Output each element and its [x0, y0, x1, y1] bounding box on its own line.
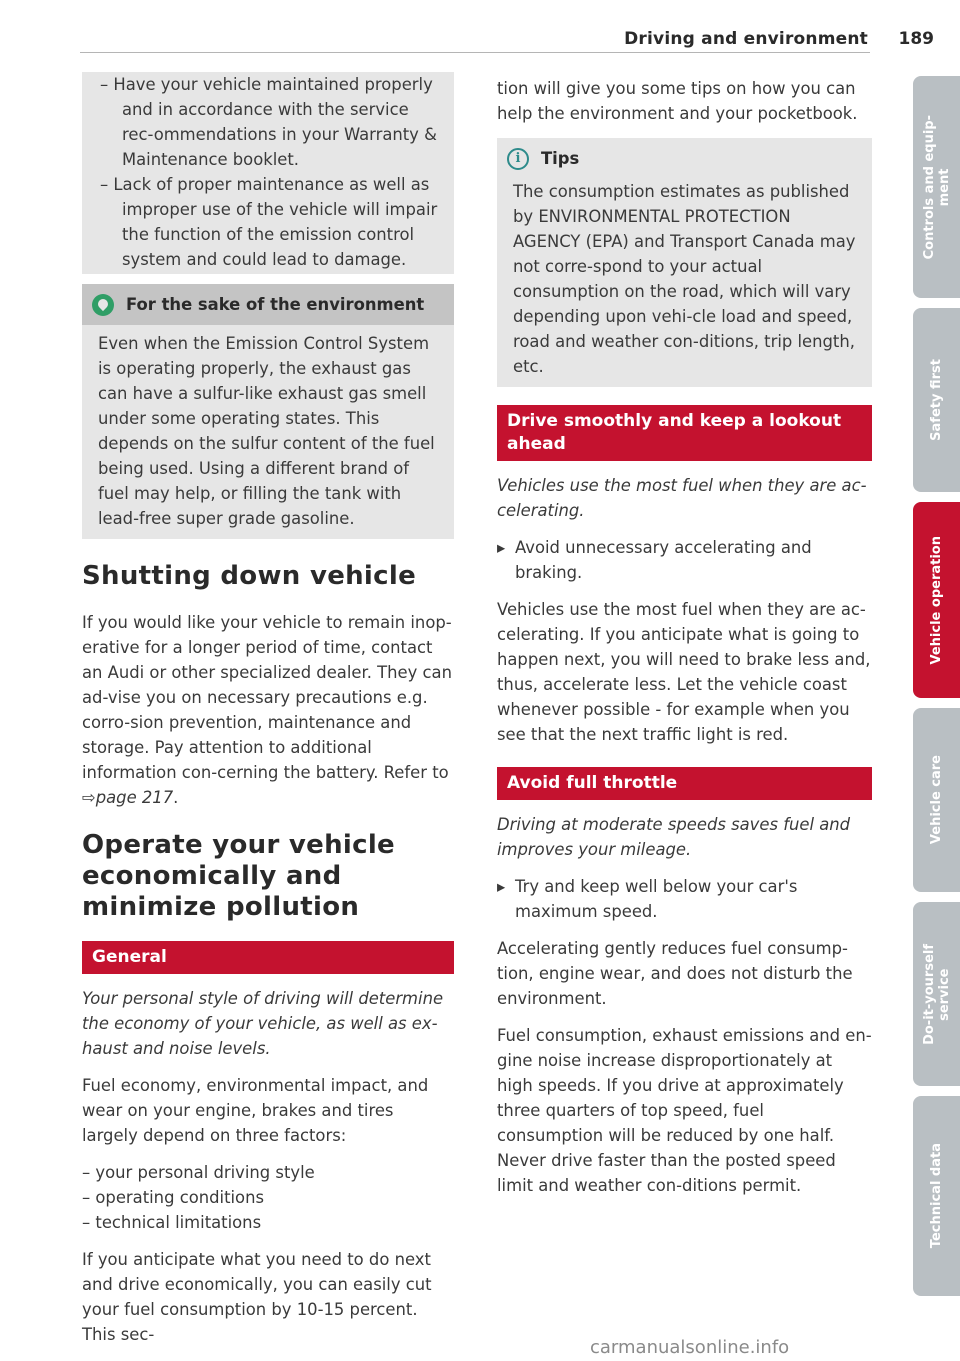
- side-tab-label: Vehicle operation: [929, 535, 944, 665]
- sentence-end: .: [173, 788, 179, 807]
- factor-item: – operating conditions: [82, 1188, 265, 1207]
- factor-item: – your personal driving style: [82, 1163, 315, 1182]
- side-tab-label: Technical data: [929, 1143, 944, 1249]
- general-section-bar: General: [82, 941, 454, 974]
- right-column: [497, 76, 872, 1198]
- side-tab-label: Do-it-yourself service: [921, 943, 952, 1045]
- smooth-text: Vehicles use the most fuel when they are ac-celerating. If you anticipate what is going to happen next, you will need to brake less and, thus, accelerate less. Let the vehicle coast whenever possible - for example when you see that the next traffic light is red.: [497, 600, 871, 744]
- page-reference-text: page 217: [95, 788, 174, 807]
- env-box-header: [82, 284, 454, 325]
- smooth-bullet: ▸ Avoid unnecessary accelerating and braking.: [497, 535, 872, 585]
- maintenance-list: [82, 72, 454, 274]
- throttle-section-bar: Avoid full throttle: [497, 767, 872, 800]
- general-text: Fuel economy, environmental impact, and wear on your engine, brakes and tires largely depend on three factors:: [82, 1076, 429, 1145]
- general-closing: If you anticipate what you need to do next and drive economically, you can easily cut your fuel consumption by 10-15 percent. This sec-: [82, 1250, 432, 1344]
- side-tab-controls[interactable]: [913, 76, 960, 298]
- general-intro: Your personal style of driving will determine the economy of your vehicle, as well as ex-haust and noise levels.: [82, 989, 444, 1058]
- side-tab-vehicle-care[interactable]: [913, 708, 960, 892]
- page-reference-link[interactable]: [82, 788, 173, 807]
- env-box-title: For the sake of the environment: [126, 295, 425, 314]
- left-column: [82, 76, 454, 1347]
- arrow-right-icon: ⇨: [82, 788, 96, 807]
- list-item: – Have your vehicle maintained properly and in accordance with the service rec-ommendations in your Warranty & Maintenance booklet.: [100, 75, 437, 169]
- factor-item: – technical limitations: [82, 1213, 262, 1232]
- shutdown-body: If you would like your vehicle to remain inop-erative for a longer period of time, contact an Audi or other specialized dealer. They can ad-vise you on necessary precautions e.g. corro-sion prevention, maintenance and storage. Pay attention to additional information con-cerning the battery. Refer to: [82, 613, 452, 782]
- smooth-intro: Vehicles use the most fuel when they are ac-celerating.: [497, 476, 867, 520]
- throttle-text-1: Accelerating gently reduces fuel consump-tion, engine wear, and does not disturb the environment.: [497, 939, 853, 1008]
- header-rule: [80, 52, 870, 53]
- environment-leaf-icon: [92, 294, 114, 316]
- side-tab-technical-data[interactable]: [913, 1096, 960, 1296]
- list-item: – Lack of proper maintenance as well as improper use of the vehicle will impair the function of the emission control system and could lead to damage.: [100, 175, 438, 269]
- side-tab-safety[interactable]: [913, 308, 960, 492]
- operate-heading: Operate your vehicle economically and minimize pollution: [82, 830, 395, 922]
- tips-box-body: [497, 179, 872, 387]
- smooth-section-bar: Drive smoothly and keep a lookout ahead: [497, 405, 872, 461]
- shutdown-heading: Shutting down vehicle: [82, 561, 417, 591]
- env-box-body: [82, 325, 454, 539]
- env-box-text: Even when the Emission Control System is operating properly, the exhaust gas can have a sulfur-like exhaust gas smell under some operating states. This depends on the sulfur content of the fuel being used. Using a different brand of fuel may help, or filling the tank with lead-free super grade gasoline.: [98, 334, 435, 528]
- watermark: carmanualsonline.info: [590, 1337, 790, 1358]
- shutdown-text: [82, 610, 454, 810]
- continuation-text: tion will give you some tips on how you can help the environment and your pocketbook.: [497, 79, 858, 123]
- side-tab-label: Safety first: [929, 359, 944, 441]
- throttle-bullet: ▸ Try and keep well below your car's maximum speed.: [497, 874, 872, 924]
- tips-box-header: [497, 138, 872, 179]
- side-tab-label: Controls and equip- ment: [921, 114, 952, 260]
- tips-box-title: Tips: [541, 149, 580, 168]
- side-tab-vehicle-operation[interactable]: [913, 502, 960, 698]
- side-tab-diy-service[interactable]: [913, 902, 960, 1086]
- tips-box-text: The consumption estimates as published by ENVIRONMENTAL PROTECTION AGENCY (EPA) and Transport Canada may not corre-spond to your actual consumption on the road, which will vary depending upon vehi-cle load and speed, road and weather con-ditions, trip length, etc.: [513, 182, 856, 376]
- side-tab-label: Vehicle care: [929, 755, 944, 845]
- throttle-text-2: Fuel consumption, exhaust emissions and en-gine noise increase disproportionately at high speeds. If you drive at approximately three quarters of top speed, fuel consumption will be reduced by one half. Never drive faster than the posted speed limit and weather con-ditions permit.: [497, 1026, 872, 1195]
- info-icon: i: [507, 148, 529, 170]
- throttle-intro: Driving at moderate speeds saves fuel and improves your mileage.: [497, 815, 851, 859]
- page-header-title: Driving and environment: [624, 29, 868, 49]
- page-number: 189: [898, 29, 934, 49]
